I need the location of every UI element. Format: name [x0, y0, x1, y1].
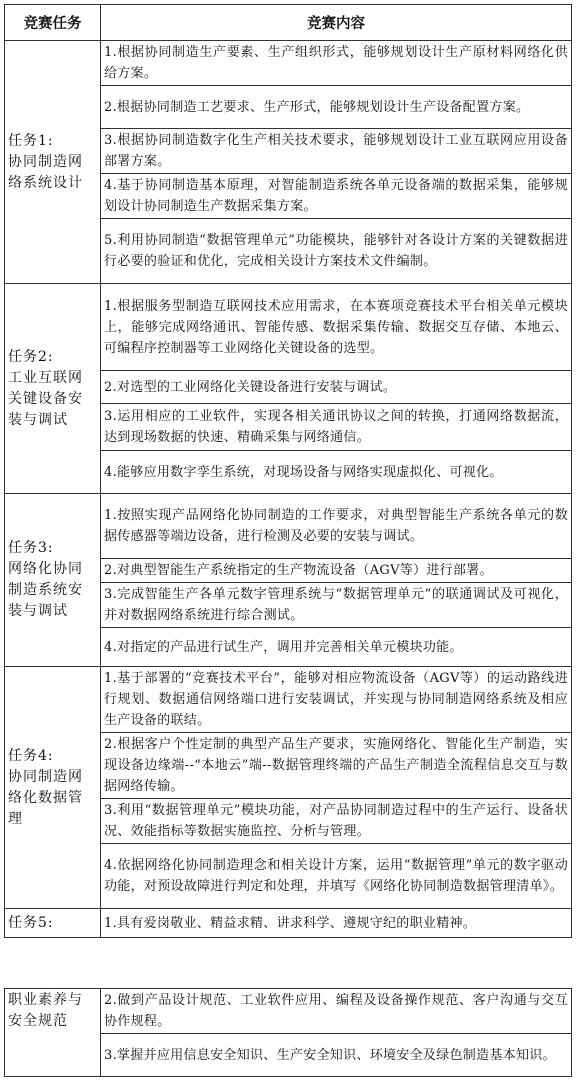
task-item: 1.根据协同制造生产要素、生产组织形式，能够规划设计生产原材料网络化供给方案。 [101, 41, 572, 86]
table-row [5, 41, 572, 86]
table-row [5, 284, 572, 371]
task-name: 任务3: 网络化协同制造系统安装与调试 [5, 494, 101, 667]
header-task: 竞赛任务 [5, 5, 101, 41]
task-item: 2.对典型智能生产系统指定的生产物流设备（AGV等）进行部署。 [101, 559, 572, 583]
table-row [5, 989, 572, 1034]
task-item: 1.按照实现产品网络化协同制造的工作要求，对典型智能生产系统各单元的数据传感器等端边设备，进行检测及必要的安装与调试。 [101, 494, 572, 559]
task-item: 2.对选型的工业网络化关键设备进行安装与调试。 [101, 371, 572, 404]
task-item: 1.具有爱岗敬业、精益求精、讲求科学、遵规守纪的职业精神。 [101, 909, 572, 938]
competition-table [4, 4, 572, 938]
task-item: 4.依据网络化协同制造理念和相关设计方案，运用“数据管理”单元的数字驱动功能，对预设故障进行判定和处理，并填写《网络化协同制造数据管理清单》。 [101, 844, 572, 909]
task-item: 3.根据协同制造数字化生产相关技术要求，能够规划设计工业互联网应用设备部署方案。 [101, 129, 572, 174]
header-row [5, 5, 572, 41]
task-item: 4.能够应用数字孪生系统，对现场设备与网络实现虚拟化、可视化。 [101, 451, 572, 494]
task-item: 1.基于部署的“竞赛技术平台”，能够对相应物流设备（AGV等）的运动路线进行规划、数据通信网络端口进行安装调试，并实现与协同制造网络系统及相应生产设备的联结。 [101, 667, 572, 733]
table-row [5, 667, 572, 733]
task-name: 任务4: 协同制造网络化数据管理 [5, 667, 101, 909]
task-name: 任务1: 协同制造网络系统设计 [5, 41, 101, 284]
task-name: 任务2: 工业互联网关键设备安装与调试 [5, 284, 101, 494]
table-row [5, 909, 572, 938]
task-item: 2.根据协同制造工艺要求、生产形式，能够规划设计生产设备配置方案。 [101, 86, 572, 129]
header-content: 竞赛内容 [101, 5, 572, 41]
task-item: 4.基于协同制造基本原理，对智能制造系统各单元设备端的数据采集，能够规划设计协同制造生产数据采集方案。 [101, 174, 572, 219]
task-item: 3.运用相应的工业软件，实现各相关通讯协议之间的转换，打通网络数据流，达到现场数据的快速、精确采集与网络通信。 [101, 404, 572, 451]
task-item: 4.对指定的产品进行试生产，调用并完善相关单元模块功能。 [101, 628, 572, 667]
task-name: 任务5: [5, 909, 101, 938]
table-row [5, 494, 572, 559]
task-item: 3.掌握并应用信息安全知识、生产安全知识、环境安全及绿色制造基本知识。 [101, 1034, 572, 1077]
task-item: 2.根据客户个性定制的典型产品生产要求，实施网络化、智能化生产制造，实现设备边缘端--“本地云”端--数据管理终端的产品生产制造全流程信息交互与数据网络传输。 [101, 733, 572, 799]
task-name: 职业素养与安全规范 [5, 989, 101, 1077]
task-item: 5.利用协同制造“数据管理单元”功能模块，能够针对各设计方案的关键数据进行必要的验证和优化，完成相关设计方案技术文件编制。 [101, 219, 572, 284]
continuation-table [4, 988, 572, 1077]
task-item: 3.利用“数据管理单元”模块功能，对产品协同制造过程中的生产运行、设备状况、效能指标等数据实施监控、分析与管理。 [101, 799, 572, 844]
task-item: 3.完成智能生产各单元数字管理系统与“数据管理单元”的联通调试及可视化，并对数据网络系统进行综合测试。 [101, 583, 572, 628]
task-item: 2.做到产品设计规范、工业软件应用、编程及设备操作规范、客户沟通与交互协作规程。 [101, 989, 572, 1034]
task-item: 1.根据服务型制造互联网技术应用需求，在本赛项竞赛技术平台相关单元模块上，能够完成网络通讯、智能传感、数据采集传输、数据交互存储、本地云、可编程序控制器等工业网络化关键设备的选型。 [101, 284, 572, 371]
